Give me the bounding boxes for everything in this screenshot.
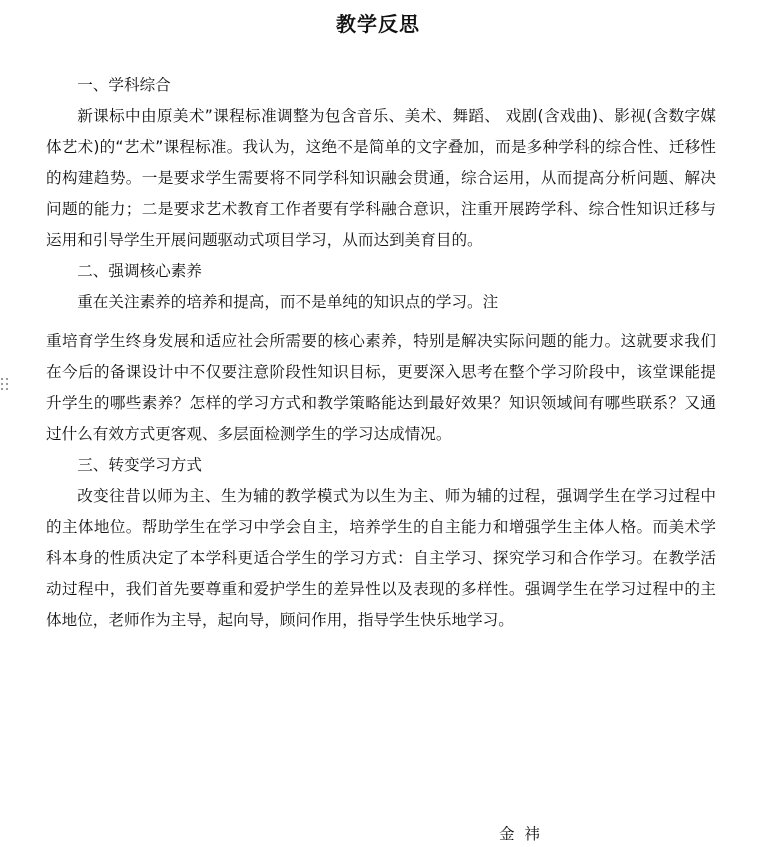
drag-handle-icon[interactable] xyxy=(0,377,10,393)
document-title: 教学反思 xyxy=(336,12,420,36)
section-paragraph-3: 改变往昔以师为主、生为辅的教学模式为以生为主、师为辅的过程，强调学生在学习过程中的主体地位。帮助学生在学习中学会自主，培养学生的自主能力和增强学生主体人格。而美术学科本身的性质决定了本学科更适合学生的学习方式：自主学习、探究学习和合作学习。在教学活动过程中，我们首先要尊重和爱护学生的差异性以及表现的多样性。强调学生在学习过程中的主体地位，老师作为主导，起向导，顾问作用，指导学生快乐地学习。 xyxy=(46,487,716,629)
section-heading-2: 二、强调核心素养 xyxy=(77,262,202,280)
section-paragraph-2-part1: 重在关注素养的培养和提高，而不是单纯的知识点的学习。注 xyxy=(77,293,499,311)
section-heading-1: 一、学科综合 xyxy=(77,76,171,94)
section-paragraph-1: 新课标中由原美术”课程标准调整为包含音乐、美术、舞蹈、 戏剧(含戏曲)、影视(含数字媒体艺术)的“艺术”课程标准。我认为，这绝不是简单的文字叠加，而是多种学科的综合性、迁移性的构建趋势。一是要求学生需要将不同学科知识融会贯通，综合运用，从而提高分析问题、解决问题的能力；二是要求艺术教育工作者要有学科融合意识，注重开展跨学科、综合性知识迁移与运用和引导学生开展问题驱动式项目学习，从而达到美育目的。 xyxy=(46,107,716,249)
section-paragraph-2-part2: 重培育学生终身发展和适应社会所需要的核心素养，特别是解决实际问题的能力。这就要求我们在今后的备课设计中不仅要注意阶段性知识目标，更要深入思考在整个学习阶段中，该堂课能提升学生的哪些素养？怎样的学习方式和教学策略能达到最好效果？知识领域间有哪些联系？又通过什么有效方式更客观、多层面检测学生的学习达成情况。 xyxy=(46,332,716,443)
section-heading-3: 三、转变学习方式 xyxy=(77,456,202,474)
author-signature: 金 祎 xyxy=(499,825,541,843)
document-body xyxy=(46,70,716,636)
